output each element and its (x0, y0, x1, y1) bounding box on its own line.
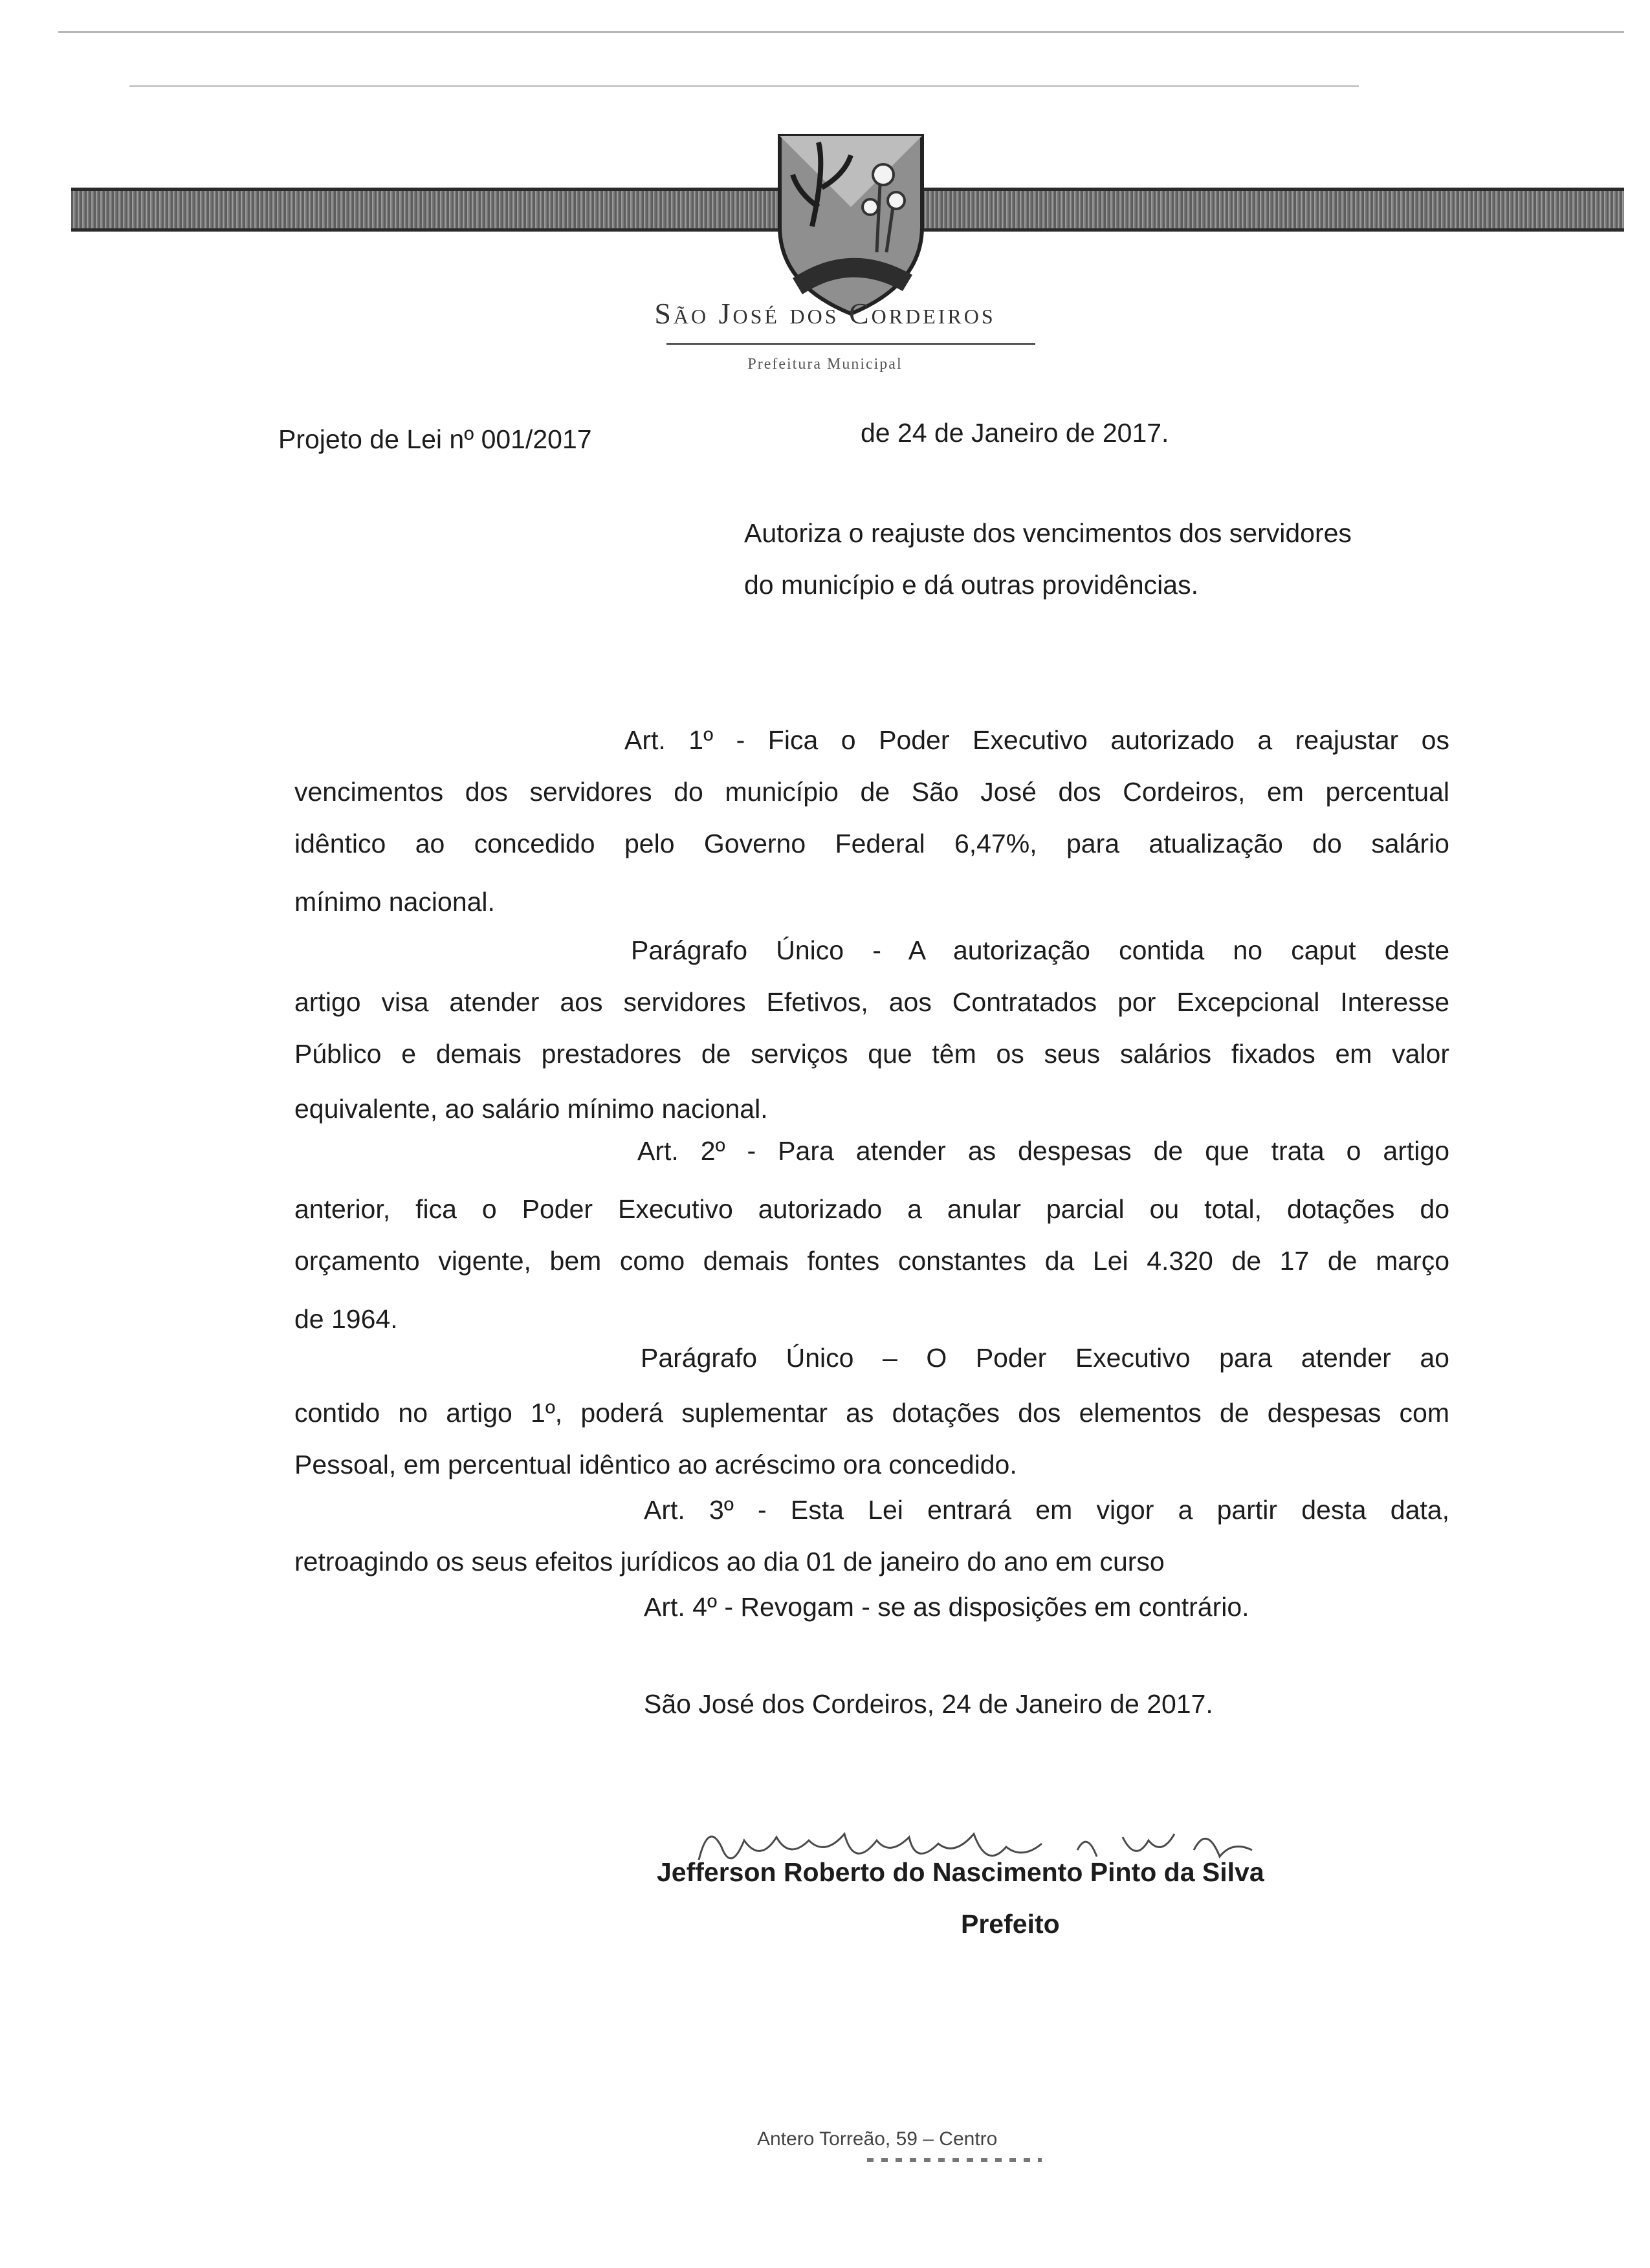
body-line: Pessoal, em percentual idêntico ao acréscimo ora concedido. (294, 1450, 1017, 1479)
body-line: retroagindo os seus efeitos jurídicos ao dia 01 de janeiro do ano em curso (294, 1547, 1165, 1576)
body-line: Parágrafo Único – O Poder Executivo para atender ao (641, 1343, 1449, 1373)
signatory-name: Jefferson Roberto do Nascimento Pinto da Silva (657, 1857, 1264, 1887)
place-date: São José dos Cordeiros, 24 de Janeiro de 2017. (644, 1689, 1213, 1719)
signatory-role: Prefeito (961, 1909, 1060, 1939)
body-line: vencimentos dos servidores do município de São José dos Cordeiros, em percentual (294, 777, 1449, 807)
bill-number: Projeto de Lei nº 001/2017 (278, 424, 592, 454)
footer-cutoff (867, 2158, 1042, 2162)
municipality-name: São José dos Cordeiros (654, 297, 996, 330)
body-line: equivalente, ao salário mínimo nacional. (294, 1094, 768, 1124)
body-line: Art. 3º - Esta Lei entrará em vigor a partir desta data, (644, 1495, 1449, 1525)
body-line: anterior, fica o Poder Executivo autorizado a anular parcial ou total, dotações do (294, 1194, 1449, 1224)
body-line: Parágrafo Único - A autorização contida no caput deste (631, 935, 1449, 965)
body-line: Público e demais prestadores de serviços que têm os seus salários fixados em valor (294, 1039, 1449, 1069)
scan-edge-line (129, 85, 1359, 87)
scan-edge-line (58, 31, 1624, 33)
body-line: artigo visa atender aos servidores Efetivos, aos Contratados por Excepcional Interesse (294, 987, 1449, 1017)
municipal-coat-of-arms-icon (773, 129, 929, 317)
letterhead-divider (666, 343, 1035, 345)
bill-summary-line: Autoriza o reajuste dos vencimentos dos servidores (744, 518, 1352, 548)
municipality-subtitle: Prefeitura Municipal (747, 356, 903, 373)
body-line: Art. 2º - Para atender as despesas de que trata o artigo (637, 1136, 1449, 1166)
body-line: Art. 4º - Revogam - se as disposições em contrário. (644, 1592, 1249, 1622)
footer-address: Antero Torreão, 59 – Centro (757, 2128, 998, 2150)
body-line: orçamento vigente, bem como demais fontes constantes da Lei 4.320 de 17 de março (294, 1246, 1449, 1276)
body-line: mínimo nacional. (294, 887, 495, 917)
bill-summary-line: do município e dá outras providências. (744, 570, 1198, 600)
body-line: idêntico ao concedido pelo Governo Federal 6,47%, para atualização do salário (294, 829, 1449, 858)
bill-date: de 24 de Janeiro de 2017. (861, 418, 1169, 448)
body-line: Art. 1º - Fica o Poder Executivo autorizado a reajustar os (624, 725, 1449, 755)
body-line: contido no artigo 1º, poderá suplementar as dotações dos elementos de despesas com (294, 1398, 1449, 1428)
body-line: de 1964. (294, 1304, 398, 1334)
